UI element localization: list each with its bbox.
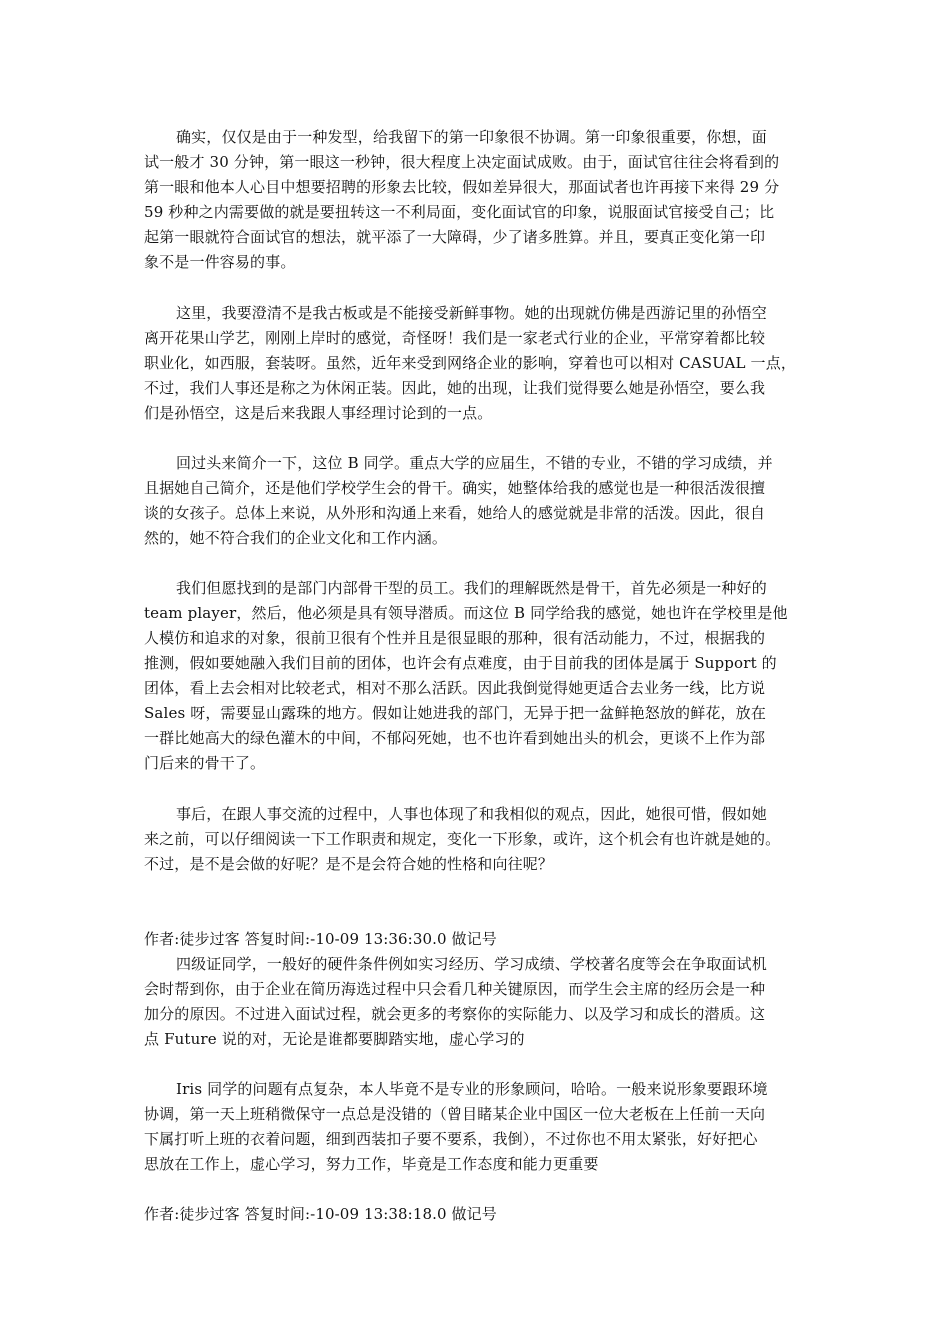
reply-1-paragraph-2-line-2: 协调，第一天上班稍微保守一点总是没错的（曾目睹某企业中国区一位大老板在上任前一天向 xyxy=(144,1105,766,1123)
paragraph-4-line-7: 一群比她高大的绿色灌木的中间，不郁闷死她，也不也许看到她出头的机会，更谈不上作为部 xyxy=(144,729,766,747)
paragraph-2-line-3: 职业化，如西服，套装呀。虽然，近年来受到网络企业的影响，穿着也可以相对 CASUAL 一点， xyxy=(144,354,796,372)
paragraph-1-line-1: 确实，仅仅是由于一种发型，给我留下的第一印象很不协调。第一印象很重要，你想，面 xyxy=(176,128,767,146)
reply-1-paragraph-2-line-4: 思放在工作上，虚心学习，努力工作，毕竟是工作态度和能力更重要 xyxy=(144,1155,599,1173)
paragraph-2-line-5: 们是孙悟空，这是后来我跟人事经理讨论到的一点。 xyxy=(144,404,493,422)
paragraph-4-line-1: 我们但愿找到的是部门内部骨干型的员工。我们的理解既然是骨干，首先必须是一种好的 xyxy=(176,579,767,597)
paragraph-3-line-2: 且据她自己简介，还是他们学校学生会的骨干。确实，她整体给我的感觉也是一种很活泼很擅 xyxy=(144,479,766,497)
reply-1-paragraph-1-line-3: 加分的原因。不过进入面试过程，就会更多的考察你的实际能力、以及学习和成长的潜质。这 xyxy=(144,1005,766,1023)
reply-1-meta: 作者:徒步过客 答复时间:-10-09 13:36:30.0 做记号 xyxy=(144,930,497,948)
paragraph-4-line-8: 门后来的骨干了。 xyxy=(144,754,266,772)
paragraph-3-line-3: 谈的女孩子。总体上来说，从外形和沟通上来看，她给人的感觉就是非常的活泼。因此，很自 xyxy=(144,504,766,522)
paragraph-3-line-4: 然的，她不符合我们的企业文化和工作内涵。 xyxy=(144,529,448,547)
paragraph-1-line-3: 第一眼和他本人心目中想要招聘的形象去比较，假如差异很大，那面试者也许再接下来得 29 分 xyxy=(144,178,780,196)
reply-1-paragraph-1-line-2: 会时帮到你，由于企业在简历海选过程中只会看几种关键原因，而学生会主席的经历会是一种 xyxy=(144,980,766,998)
paragraph-4-line-3: 人模仿和追求的对象，很前卫很有个性并且是很显眼的那种，很有活动能力，不过，根据我的 xyxy=(144,629,766,647)
paragraph-1-line-6: 象不是一件容易的事。 xyxy=(144,253,296,271)
reply-1-paragraph-2-line-3: 下属打听上班的衣着问题，细到西装扣子要不要系，我倒），不过你也不用太紧张，好好把心 xyxy=(144,1130,758,1148)
reply-1-paragraph-1-line-4: 点 Future 说的对，无论是谁都要脚踏实地，虚心学习的 xyxy=(144,1030,525,1048)
paragraph-5-line-3: 不过，是不是会做的好呢？是不是会符合她的性格和向往呢？ xyxy=(144,855,554,873)
paragraph-5-line-2: 来之前，可以仔细阅读一下工作职责和规定，变化一下形象，或许，这个机会有也许就是她的。 xyxy=(144,830,781,848)
paragraph-5-line-1: 事后，在跟人事交流的过程中，人事也体现了和我相似的观点，因此，她很可惜，假如她 xyxy=(176,805,767,823)
paragraph-4-line-5: 团体，看上去会相对比较老式，相对不那么活跃。因此我倒觉得她更适合去业务一线，比方说 xyxy=(144,679,766,697)
paragraph-4-line-6: Sales 呀，需要显山露珠的地方。假如让她进我的部门，无异于把一盆鲜艳怒放的鲜花，放在 xyxy=(144,704,766,722)
paragraph-2-line-1: 这里，我要澄清不是我古板或是不能接受新鲜事物。她的出现就仿佛是西游记里的孙悟空 xyxy=(176,304,767,322)
paragraph-4-line-4: 推测，假如要她融入我们目前的团体，也许会有点难度，由于目前我的团体是属于 Support 的 xyxy=(144,654,777,672)
reply-1-paragraph-2-line-1: Iris 同学的问题有点复杂，本人毕竟不是专业的形象顾问，哈哈。一般来说形象要跟环境 xyxy=(176,1080,768,1098)
paragraph-1-line-5: 起第一眼就符合面试官的想法，就平添了一大障碍，少了诸多胜算。并且，要真正变化第一印 xyxy=(144,228,766,246)
paragraph-3-line-1: 回过头来简介一下，这位 B 同学。重点大学的应届生，不错的专业，不错的学习成绩，并 xyxy=(176,454,773,472)
paragraph-4-line-2: team player，然后，他必须是具有领导潜质。而这位 B 同学给我的感觉，她也许在学校里是他 xyxy=(144,604,788,622)
paragraph-2-line-2: 离开花果山学艺，刚刚上岸时的感觉，奇怪呀！我们是一家老式行业的企业，平常穿着都比较 xyxy=(144,329,766,347)
reply-2-meta: 作者:徒步过客 答复时间:-10-09 13:38:18.0 做记号 xyxy=(144,1205,497,1223)
paragraph-2-line-4: 不过，我们人事还是称之为休闲正装。因此，她的出现，让我们觉得要么她是孙悟空，要么我 xyxy=(144,379,766,397)
reply-1-paragraph-1-line-1: 四级证同学，一般好的硬件条件例如实习经历、学习成绩、学校著名度等会在争取面试机 xyxy=(176,955,767,973)
paragraph-1-line-4: 59 秒种之内需要做的就是要扭转这一不利局面，变化面试官的印象，说服面试官接受自己；比 xyxy=(144,203,775,221)
paragraph-1-line-2: 试一般才 30 分钟，第一眼这一秒钟，很大程度上决定面试成败。由于，面试官往往会将看到的 xyxy=(144,153,780,171)
